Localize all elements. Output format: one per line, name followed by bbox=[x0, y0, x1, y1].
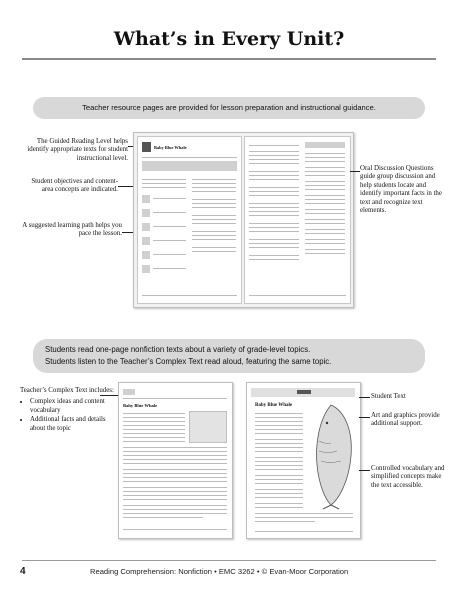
annotation-art-graphics: Art and graphics provide additional support. bbox=[371, 412, 440, 428]
connector-line bbox=[359, 417, 370, 418]
footer-text: Reading Comprehension: Nonfiction • EMC 3262 • © Evan-Moor Corporation bbox=[90, 567, 349, 576]
banner-2-line-1: Students read one-page nonfiction texts about a variety of grade-level topics. bbox=[45, 345, 311, 354]
bullet-additional-facts: • Additional facts and details about the topic bbox=[30, 416, 115, 433]
level-badge bbox=[142, 142, 151, 152]
mini-title: Baby Blue Whale bbox=[123, 403, 158, 408]
student-text-page bbox=[246, 382, 361, 539]
connector-line bbox=[350, 171, 360, 172]
connector-line bbox=[359, 470, 370, 471]
mini-title: Baby Blue Whale bbox=[154, 145, 187, 150]
annotation-student-text: Student Text bbox=[371, 393, 406, 400]
annotation-objectives: Student objectives and content-area concepts are indicated. bbox=[31, 178, 118, 194]
mini-title: Baby Blue Whale bbox=[255, 403, 293, 408]
level-badge bbox=[297, 390, 311, 394]
teacher-page-right bbox=[244, 136, 351, 304]
footer-rule bbox=[22, 560, 436, 561]
banner-2-line-2: Students listen to the Teacher’s Complex Text read aloud, featuring the same topic. bbox=[45, 357, 332, 366]
annotation-complex-text-heading: Teacher’s Complex Text includes: bbox=[20, 387, 114, 394]
photo-placeholder bbox=[189, 411, 227, 443]
page-title: What’s in Every Unit? bbox=[113, 28, 345, 50]
whale-illustration bbox=[305, 401, 357, 511]
connector-line bbox=[359, 397, 370, 398]
banner-teacher-resources: Teacher resource pages are provided for lesson preparation and instructional guidance. bbox=[33, 97, 425, 119]
complex-text-page bbox=[118, 382, 233, 539]
teacher-page-left bbox=[137, 136, 242, 304]
teacher-spread bbox=[133, 132, 354, 308]
annotation-learning-path: A suggested learning path helps you pace the lesson. bbox=[22, 222, 122, 238]
discussion-header bbox=[305, 142, 345, 148]
annotation-oral-discussion: Oral Discussion Questions guide group discussion and help students locate and identify important facts in the text and recognize text elements. bbox=[360, 165, 442, 215]
annotation-guided-reading-level: The Guided Reading Level helps identify appropriate texts for student instructional level. bbox=[27, 138, 128, 162]
annotation-controlled-vocabulary: Controlled vocabulary and simplified concepts make the text accessible. bbox=[371, 465, 445, 489]
banner-student-texts bbox=[33, 339, 425, 373]
connector-line bbox=[100, 395, 118, 396]
bullet-complex-ideas: • Complex ideas and content vocabulary bbox=[30, 398, 115, 415]
title-rule bbox=[22, 58, 436, 60]
objectives-box bbox=[142, 161, 237, 171]
page-number: 4 bbox=[20, 566, 26, 577]
